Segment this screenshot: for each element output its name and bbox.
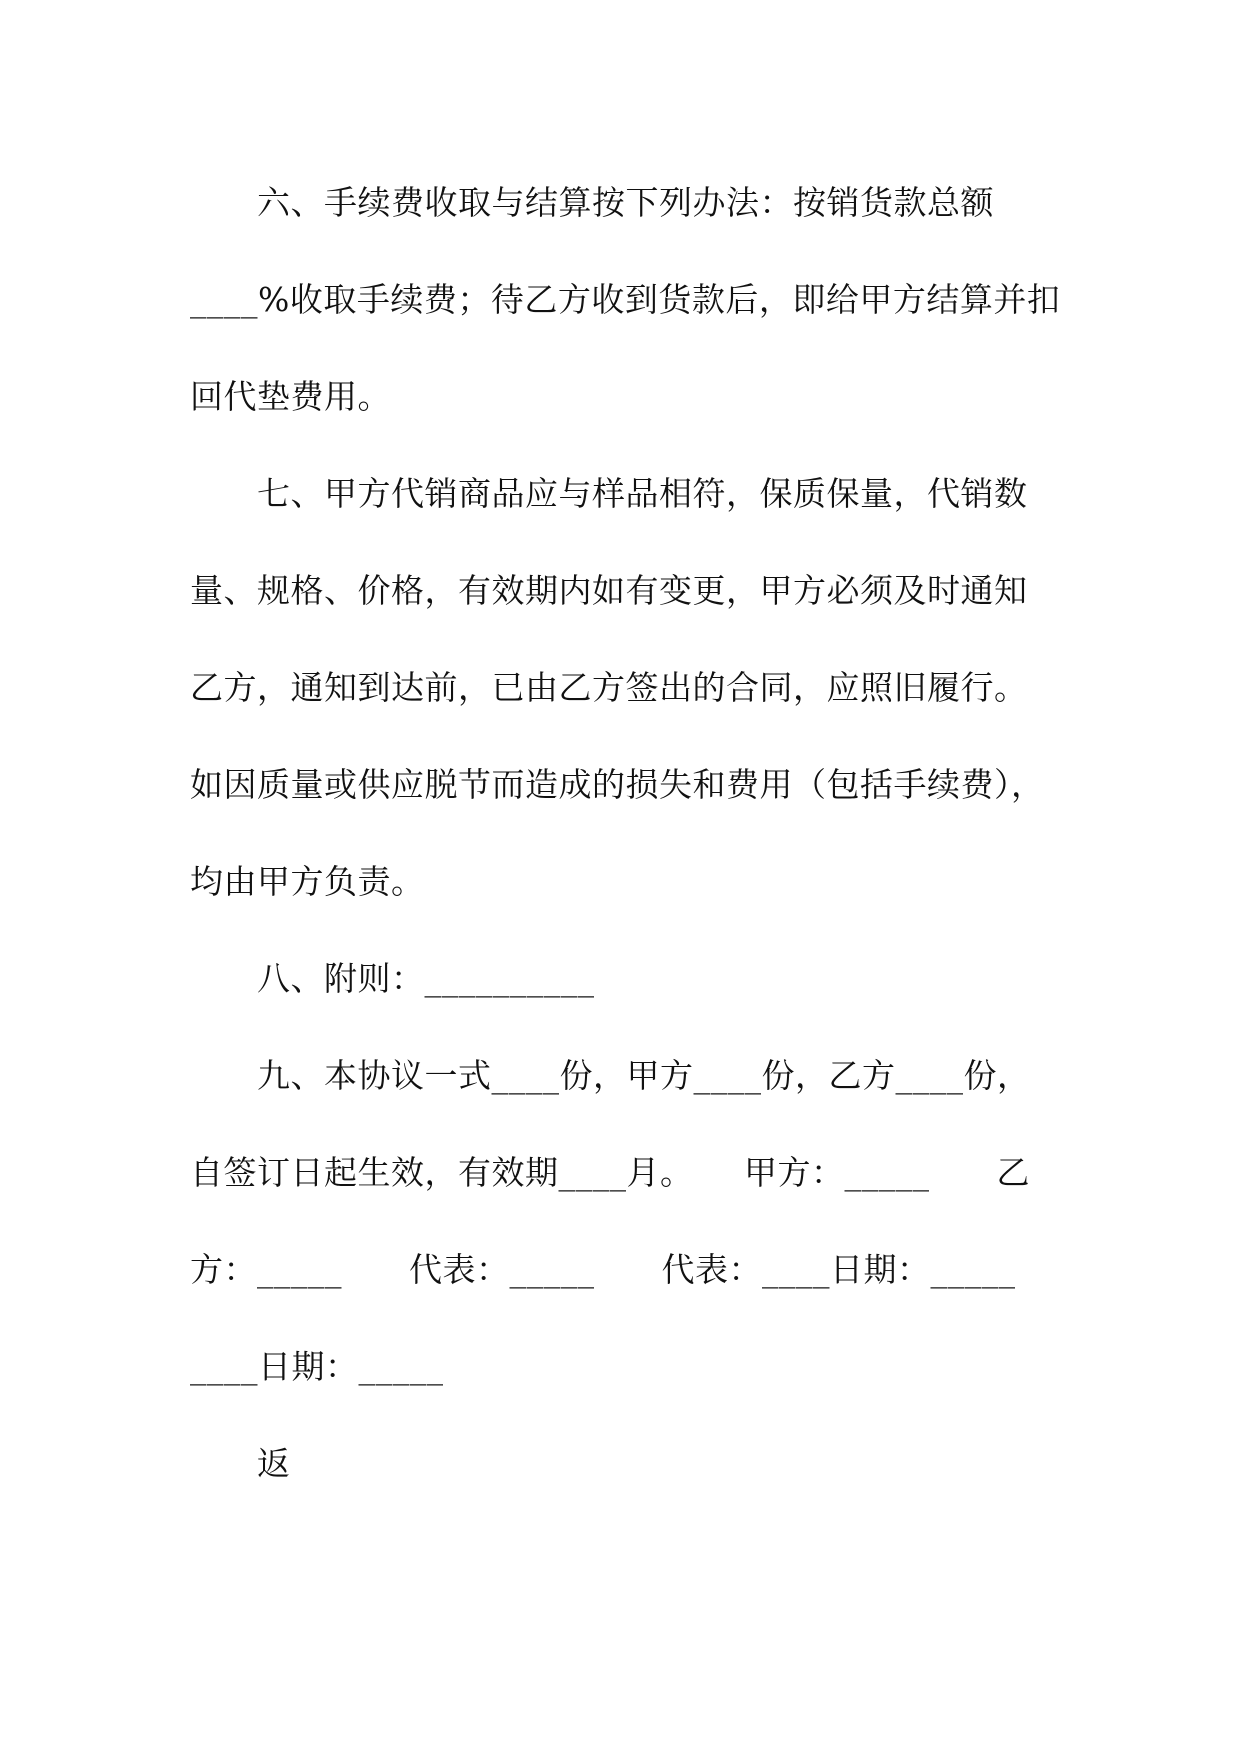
clause-6-line-3: 回代垫费用。 [190, 377, 391, 416]
signature-line-1: 方：_____ 代表：_____ 代表：____日期：_____ [190, 1250, 1016, 1289]
return-text: 返 [257, 1444, 291, 1483]
clause-8-line-1: 八、附则：__________ [257, 959, 595, 998]
clause-7-line-3: 乙方，通知到达前，已由乙方签出的合同，应照旧履行。 [190, 668, 1028, 707]
clause-9-line-1: 九、本协议一式____份，甲方____份，乙方____份， [257, 1056, 1031, 1095]
clause-7-line-1: 七、甲方代销商品应与样品相符，保质保量，代销数 [257, 474, 1028, 513]
signature-line-2: ____日期：_____ [190, 1347, 444, 1386]
clause-7-line-4: 如因质量或供应脱节而造成的损失和费用（包括手续费）， [190, 765, 1045, 804]
clause-9-line-2: 自签订日起生效，有效期____月。 甲方：_____ 乙 [190, 1153, 1030, 1192]
clause-6-line-2: ____%收取手续费；待乙方收到货款后，即给甲方结算并扣 [190, 280, 1061, 319]
clause-7-line-5: 均由甲方负责。 [190, 862, 425, 901]
clause-6-line-1: 六、手续费收取与结算按下列办法：按销货款总额 [257, 183, 994, 222]
clause-7-line-2: 量、规格、价格，有效期内如有变更，甲方必须及时通知 [190, 571, 1028, 610]
